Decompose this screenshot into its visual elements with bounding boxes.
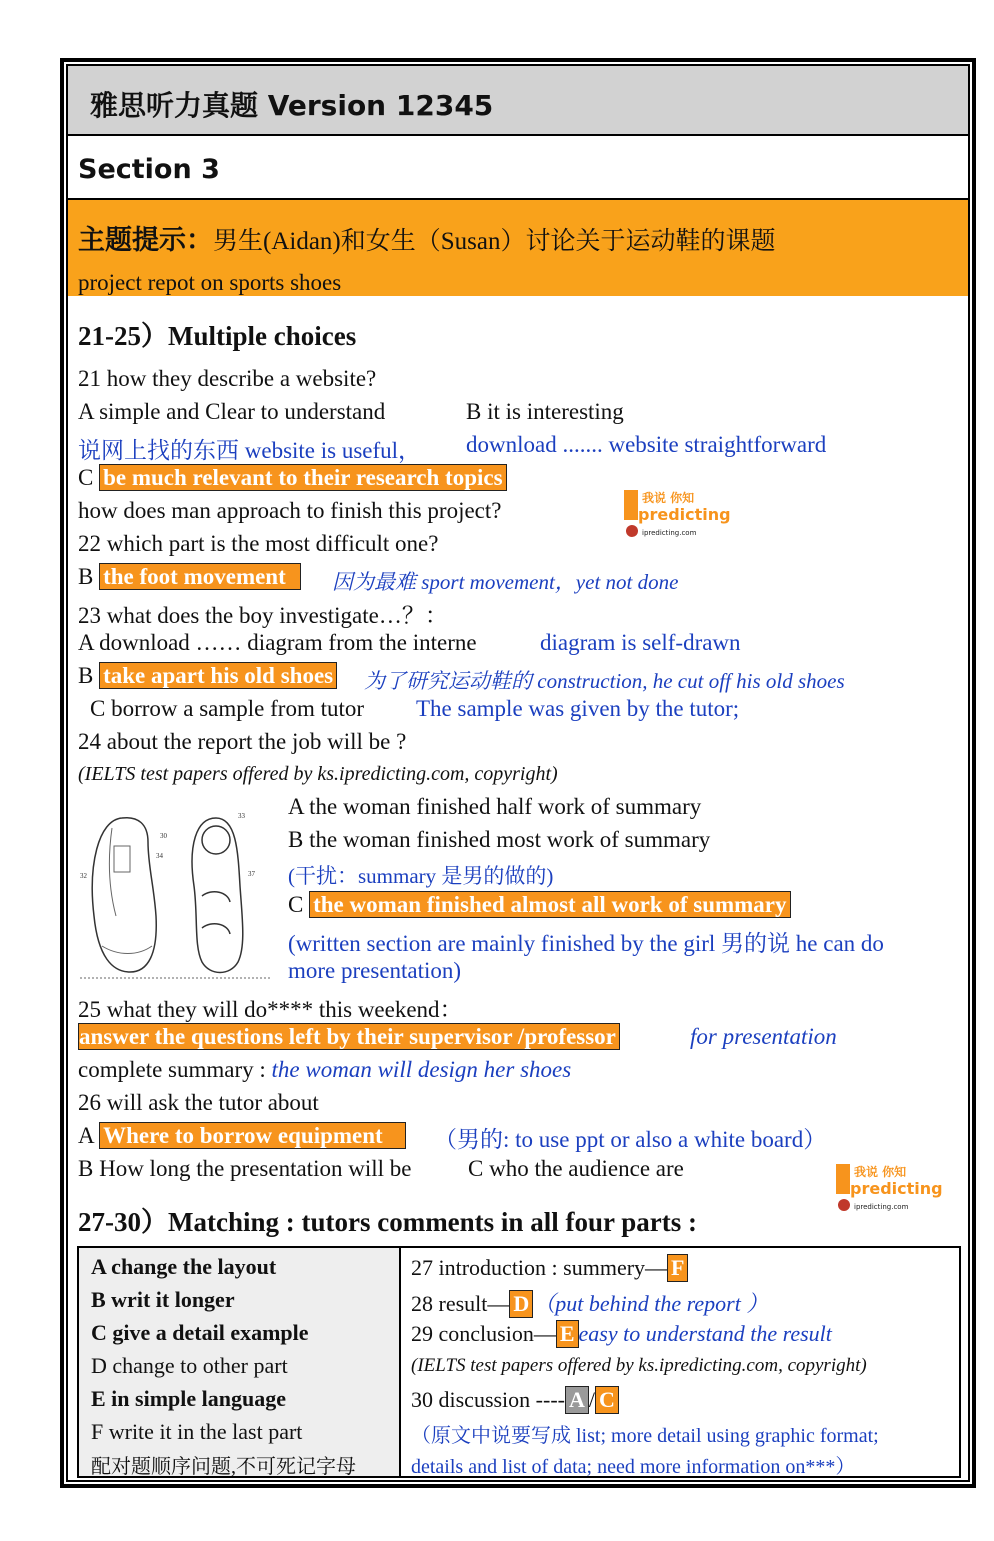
q23-a-note: diagram is self-drawn: [540, 630, 741, 655]
theme-subtitle: project repot on sports shoes: [78, 270, 342, 295]
q25-extra-label: complete summary :: [78, 1057, 272, 1082]
q30-answer-box-1: A: [565, 1386, 589, 1414]
theme-box: [68, 200, 968, 296]
q24-text: 24 about the report the job will be ?: [78, 729, 407, 754]
part1-heading: 21-25）Multiple choices: [78, 321, 357, 351]
title-bar: [68, 66, 968, 136]
q26-option-b: B How long the presentation will be: [78, 1156, 412, 1181]
q24-option-c: [288, 892, 791, 918]
theme-label: 主题提示：: [78, 225, 213, 255]
svg-text:32: 32: [80, 872, 87, 880]
matching-tip: 配对题顺序问题,不可死记字母: [91, 1456, 356, 1478]
q23-answer-highlight: take apart his old shoes: [99, 662, 337, 689]
q21-option-b: B it is interesting: [466, 399, 624, 424]
svg-text:predicting: predicting: [638, 505, 731, 524]
q23-c-note: The sample was given by the tutor;: [416, 696, 740, 721]
q24-c-note-1: (written section are mainly finished by the girl 男的说 he can do: [288, 931, 884, 956]
q21-c-prefix: C: [78, 465, 100, 490]
q21-note-2: download ....... website straightforward: [466, 432, 827, 457]
q22-option-b: [78, 564, 301, 590]
q28-row: [411, 1287, 768, 1318]
svg-text:我说 你知: 我说 你知: [854, 1165, 907, 1179]
q24-option-a: A the woman finished half work of summary: [288, 794, 702, 819]
q26-option-c: C who the audience are: [468, 1156, 684, 1181]
q29-text: 29 conclusion—: [411, 1321, 556, 1346]
q23-option-b: [78, 663, 337, 689]
shoe-sole-diagram: [78, 806, 272, 980]
q21-option-c: [78, 465, 507, 491]
svg-text:34: 34: [156, 852, 163, 860]
q29-row: [411, 1320, 832, 1348]
q23-b-note: 为了研究运动鞋的 construction, he cut off his old shoes: [364, 669, 845, 693]
table-copyright: (IELTS test papers offered by ks.ipredicting.com, copyright): [411, 1355, 867, 1376]
option-a: A change the layout: [91, 1254, 277, 1279]
q23-option-a: A download …… diagram from the interne: [78, 630, 477, 655]
svg-text:ipredicting.com: ipredicting.com: [854, 1203, 909, 1211]
q23-option-c: C borrow a sample from tutor: [90, 696, 365, 721]
matching-table: [77, 1246, 961, 1478]
q23-text: 23 what does the boy investigate…？：: [78, 603, 448, 628]
q22-b-prefix: B: [78, 564, 100, 589]
section-bar: [68, 136, 968, 200]
copyright-note: (IELTS test papers offered by ks.ipredicting.com, copyright): [78, 763, 558, 785]
q22-note: 因为最难 sport movement，yet not done: [332, 570, 679, 594]
matching-options-column: [79, 1248, 401, 1476]
q25-extra-note: the woman will design her shoes: [271, 1057, 572, 1082]
q30-text: 30 discussion ----: [411, 1387, 565, 1412]
q25-extra: [78, 1057, 571, 1083]
q25-answer-highlight: answer the questions left by their supervisor /professor: [78, 1023, 620, 1050]
q24-b-note: (干扰：summary 是男的做的): [288, 864, 554, 888]
q29-answer-box: E: [556, 1320, 579, 1348]
q26-option-a: [78, 1123, 406, 1149]
q27-text: 27 introduction : summery—: [411, 1255, 668, 1280]
svg-text:30: 30: [160, 832, 167, 840]
svg-text:33: 33: [238, 812, 245, 820]
svg-text:ipredicting.com: ipredicting.com: [642, 529, 697, 537]
q23-b-prefix: B: [78, 663, 100, 688]
q26-a-note: （男的: to use ppt or also a white board）: [434, 1127, 827, 1152]
q29-note: easy to understand the result: [578, 1321, 832, 1346]
q28-text: 28 result—: [411, 1291, 510, 1316]
q25-answer-line: [78, 1024, 620, 1050]
q26-answer-highlight: Where to borrow equipment: [99, 1122, 406, 1149]
ipredicting-logo-icon: [836, 1160, 966, 1212]
section-title: Section 3: [78, 154, 220, 185]
theme-text: 男生(Aidan)和女生（Susan）讨论关于运动鞋的课题: [213, 228, 776, 255]
q28-answer-box: D: [509, 1290, 533, 1318]
svg-text:我说 你知: 我说 你知: [642, 491, 695, 505]
matching-answers-column: [401, 1248, 959, 1476]
option-e: E in simple language: [91, 1386, 286, 1411]
q22-answer-highlight: the foot movement: [99, 563, 301, 590]
q24-c-note-2: more presentation): [288, 958, 462, 983]
q26-a-prefix: A: [78, 1123, 100, 1148]
svg-text:37: 37: [248, 870, 255, 878]
q24-c-prefix: C: [288, 892, 310, 917]
q27-answer-box: F: [667, 1254, 688, 1282]
option-b: B writ it longer: [91, 1287, 235, 1312]
ipredicting-logo-icon: [624, 486, 754, 538]
q25-text: 25 what they will do**** this weekend：: [78, 997, 463, 1022]
q30-note-2: details and list of data; need more information on***）: [411, 1456, 856, 1478]
q22-intro: how does man approach to finish this project?: [78, 498, 502, 523]
q21-answer-highlight: be much relevant to their research topics: [99, 464, 506, 491]
page-content: [66, 64, 970, 1482]
q21-option-a: A simple and Clear to understand: [78, 399, 386, 424]
page-title: 雅思听力真题 Version 12345: [90, 89, 494, 122]
q22-text: 22 which part is the most difficult one?: [78, 531, 439, 556]
svg-text:predicting: predicting: [850, 1179, 943, 1198]
q21-text: 21 how they describe a website?: [78, 366, 377, 391]
q24-option-b: B the woman finished most work of summary: [288, 827, 711, 852]
option-d: D change to other part: [91, 1353, 288, 1378]
theme-line: [78, 218, 775, 257]
option-c: C give a detail example: [91, 1320, 309, 1345]
q28-note: （put behind the report ）: [533, 1291, 769, 1316]
q30-answer-box-2: C: [595, 1386, 619, 1414]
q24-answer-highlight: the woman finished almost all work of summary: [309, 891, 790, 918]
q26-text: 26 will ask the tutor about: [78, 1090, 319, 1115]
part2-heading: 27-30）Matching : tutors comments in all four parts :: [78, 1207, 697, 1237]
q27-row: [411, 1254, 688, 1282]
option-f: F write it in the last part: [91, 1419, 303, 1444]
q21-note-1: 说网上找的东西 website is useful，: [78, 438, 422, 463]
q30-note-1: （原文中说要写成 list; more detail using graphic format;: [411, 1425, 879, 1447]
q25-note: for presentation: [690, 1024, 837, 1049]
q30-row: 30 discussion ---- A / C: [411, 1386, 619, 1414]
